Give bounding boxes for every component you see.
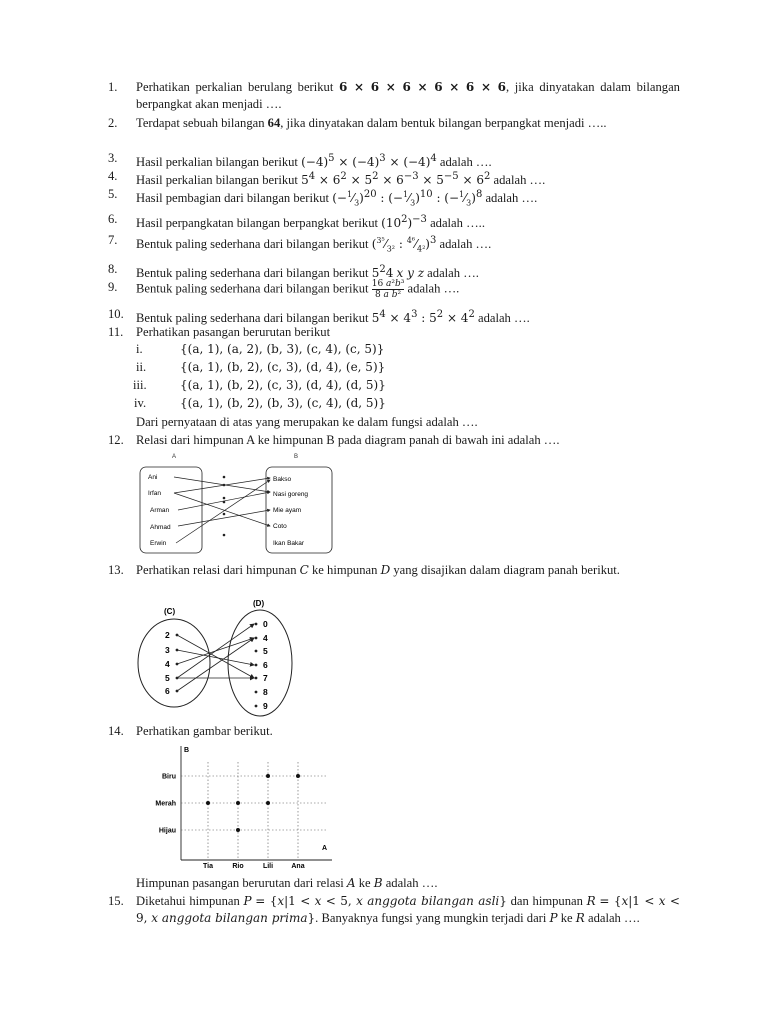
question-number: 13. [108,563,124,577]
q11-item-set: {(a, 1), (b, 2), (c, 3), (d, 4), (e, 5)} [180,360,386,374]
data-point [236,828,240,832]
arrow [177,650,254,665]
question-text: Perhatikan perkalian berulang berikut 6 × 6 × 6 × 6 × 6 × 6, jika dinyatakan dalam bilangan berpangkat akan menjadi …. [136,80,680,111]
set-d-title: (D) [253,599,265,608]
arrow [177,624,254,678]
data-point [206,801,210,805]
y-axis-title: B [184,747,190,754]
question-text: Terdapat sebuah bilangan 64, jika dinyatakan dalam bentuk bilangan berpangkat menjadi ….. [136,116,607,130]
set-a-member: Ani [148,474,158,481]
arrow [177,635,254,678]
question-number: 15. [108,894,124,908]
question-number: 5. [108,187,118,201]
question-15 [108,893,680,927]
question-13 [108,562,680,579]
set-b-member: Bakso [273,476,292,483]
y-tick-label: Hijau [158,827,176,835]
y-tick-label: Biru [162,773,176,781]
question-text: Hasil pembagian dari bilangan berikut $(-^1⁄_3)^{20}$ : $(-^1⁄_3)^{10}$ : $(-^1⁄_3)^8$ adalah …. [136,189,538,208]
set-b-member: Ikan Bakar [273,540,305,547]
question-number: 9. [108,280,118,294]
question-text: Bentuk paling sederhana dari bilangan berikut $\frac{\text{16 a²b³}}{\text{8 a b²}}$ adalah …. [136,279,460,300]
question-number: 1. [108,80,118,94]
question-11 [108,324,680,341]
question-9 [108,279,680,300]
set-a-title: A [172,454,177,460]
question-number: 8. [108,262,118,276]
set-d-member: 9 [263,701,268,711]
set-b-member: Mie ayam [273,507,302,514]
set-a-member: Ahmad [150,524,171,531]
q14-closing: Himpunan pasangan berurutan dari relasi A ke B adalah …. [136,876,438,890]
question-number: 3. [108,151,118,165]
set-c-member: 2 [165,630,170,640]
question-7 [108,232,680,257]
q11-closing: Dari pernyataan di atas yang merupakan ke dalam fungsi adalah …. [136,415,478,429]
question-text: Relasi dari himpunan A ke himpunan B pada diagram panah di bawah ini adalah …. [136,433,560,447]
question-number: 12. [108,433,124,447]
set-d-member: 0 [263,619,268,629]
set-d-member: 5 [263,646,268,656]
set-a-member: Erwin [150,540,167,547]
question-number: 6. [108,212,118,226]
arrow [176,480,270,543]
q11-item-set: {(a, 1), (b, 2), (b, 3), (c, 4), (d, 5)} [180,396,386,410]
x-tick-label: Rio [232,863,244,870]
set-c-member: 4 [165,659,170,669]
question-text: Hasil perpangkatan bilangan berpangkat berikut $(10^2)^{-3}$ adalah ….. [136,214,485,230]
arrow [177,638,254,691]
question-text: Perhatikan relasi dari himpunan C ke himpunan D yang disajikan dalam diagram panah berikut. [136,563,620,577]
data-point [266,801,270,805]
question-text: Perhatikan pasangan berurutan berikut [136,325,331,339]
set-d-member: 4 [263,633,268,643]
arrow [178,510,270,526]
question-text: Bentuk paling sederhana dari bilangan berikut $5^4 \times 4^3$ : $5^2 \times 4^2$ adalah …. [136,309,530,325]
question-text: Hasil perkalian bilangan berikut $(-4)^5 \times (-4)^3 \times (-4)^4$ adalah …. [136,153,492,169]
question-6 [108,211,680,232]
arrow-diagram-a-b [136,450,336,556]
question-text: Bentuk paling sederhana dari bilangan berikut $5^24$ x y z adalah …. [136,264,479,280]
set-a-member: Irfan [148,490,162,497]
question-number: 14. [108,724,124,738]
q11-item-set: {(a, 1), (a, 2), (b, 3), (c, 4), (c, 5)} [180,342,385,356]
set-d-member: 6 [263,660,268,670]
q11-item-label: iv. [134,396,147,410]
x-axis-title: A [322,845,328,852]
set-c-member: 5 [165,673,170,683]
question-number: 11. [108,325,124,339]
set-c-title: (C) [164,607,176,616]
question-12 [108,432,680,449]
data-point [266,774,270,778]
question-5 [108,186,680,211]
question-1 [108,79,680,113]
set-c-member: 3 [165,645,170,655]
set-b-member: Coto [273,523,287,530]
arrow [174,493,270,526]
set-b-title: B [294,454,299,460]
q11-item-set: {(a, 1), (b, 2), (c, 3), (d, 4), (d, 5)} [180,378,386,392]
question-number: 2. [108,116,118,130]
question-14 [108,723,680,740]
question-text: Bentuk paling sederhana dari bilangan berikut ($^{3^5}⁄_{3^2}$ : $^{4^6}⁄_{4^2})^3$ adalah …. [136,235,492,254]
set-d-member: 7 [263,673,268,683]
question-number: 4. [108,169,118,183]
q11-item-label: iii. [133,378,147,392]
question-2 [108,115,680,132]
data-point [296,774,300,778]
question-text: Hasil perkalian bilangan berikut $5^4 \times 6^2 \times 5^2 \times 6^{-3} \times 5^{-5} \times 6^2$ adalah …. [136,171,546,187]
question-number: 10. [108,307,124,321]
question-text: Perhatikan gambar berikut. [136,724,273,738]
set-d-member: 8 [263,687,268,697]
x-tick-label: Lili [262,863,274,870]
x-tick-label: Ana [291,863,305,870]
set-d-ellipse [228,610,292,716]
set-c-ellipse [138,619,210,707]
set-a-member: Arman [150,507,170,514]
arrow-diagram-c-d [136,596,300,720]
question-number: 7. [108,233,118,247]
data-point [236,801,240,805]
question-text: Diketahui himpunan P = {x|1 < x < 5, x anggota bilangan asli} dan himpunan R = {x|1 < x < 9, x anggota bilangan prima}. Banyaknya fungsi yang mungkin terjadi dari P ke R adalah …. [136,894,680,925]
cartesian-relation-chart [146,742,336,872]
set-c-member: 6 [165,686,170,696]
x-tick-label: Tia [203,863,213,870]
y-tick-label: Merah [155,800,176,808]
set-b-member: Nasi goreng [273,491,309,498]
q11-item-label: ii. [136,360,147,374]
arrow [174,478,270,493]
q11-item-label: i. [136,342,143,356]
